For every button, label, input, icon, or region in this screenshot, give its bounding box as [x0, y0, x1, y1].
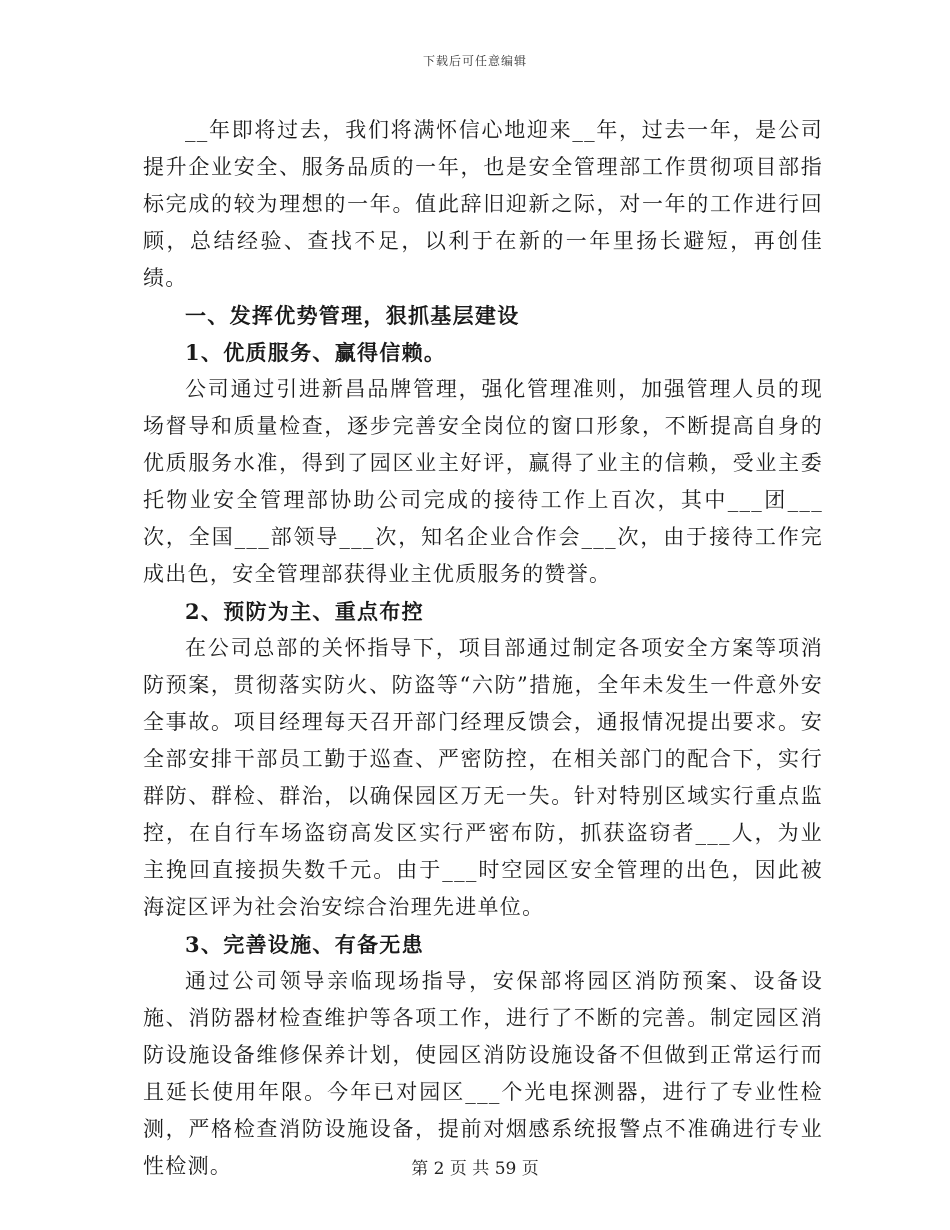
paragraph-quality-service: 公司通过引进新昌品牌管理，强化管理准则，加强管理人员的现场督导和质量检查，逐步完善安全岗位的窗口形象，不断提高自身的优质服务水准，得到了园区业主好评，赢得了业主的信赖，受业主委托物业安全管理部协助公司完成的接待工作上百次，其中___团___次，全国___部领导___次，知名企业合作会___次，由于接待工作完成出色，安全管理部获得业主优质服务的赞誉。 — [143, 377, 823, 586]
page-indicator: 第 2 页 共 59 页 — [411, 1159, 539, 1179]
document-body — [143, 112, 823, 1185]
subheading-prevention: 2、预防为主、重点布控 — [185, 599, 424, 624]
paragraph-prevention: 在公司总部的关怀指导下，项目部通过制定各项安全方案等项消防预案，贯彻落实防火、防盗等“六防”措施，全年未发生一件意外安全事故。项目经理每天召开部门经理反馈会，通报情况提出要求。安全部安排干部员工勤于巡查、严密防控，在相关部门的配合下，实行群防、群检、群治，以确保园区万无一失。针对特别区域实行重点监控，在自行车场盗窃高发区实行严密布防，抓获盗窃者___人，为业主挽回直接损失数千元。由于___时空园区安全管理的出色，因此被海淀区评为社会治安综合治理先进单位。 — [143, 636, 823, 919]
subheading-quality-service: 1、优质服务、赢得信赖。 — [185, 340, 447, 365]
section-heading-1: 一、发挥优势管理，狠抓基层建设 — [185, 303, 520, 328]
subheading-facilities: 3、完善设施、有备无患 — [185, 932, 424, 957]
paragraph-intro: __年即将过去，我们将满怀信心地迎来__年，过去一年，是公司提升企业安全、服务品质的一年，也是安全管理部工作贯彻项目部指标完成的较为理想的一年。值此辞旧迎新之际，对一年的工作进行回顾，总结经验、查找不足，以利于在新的一年里扬长避短，再创佳绩。 — [143, 118, 823, 290]
header-note: 下载后可任意编辑 — [422, 54, 527, 68]
paragraph-facilities: 通过公司领导亲临现场指导，安保部将园区消防预案、设备设施、消防器材检查维护等各项工作，进行了不断的完善。制定园区消防设施设备维修保养计划，使园区消防设施设备不但做到正常运行而且延长使用年限。今年已对园区___个光电探测器，进行了专业性检测，严格检查消防设施设备，提前对烟感系统报警点不准确进行专业性检测。 — [143, 969, 823, 1178]
